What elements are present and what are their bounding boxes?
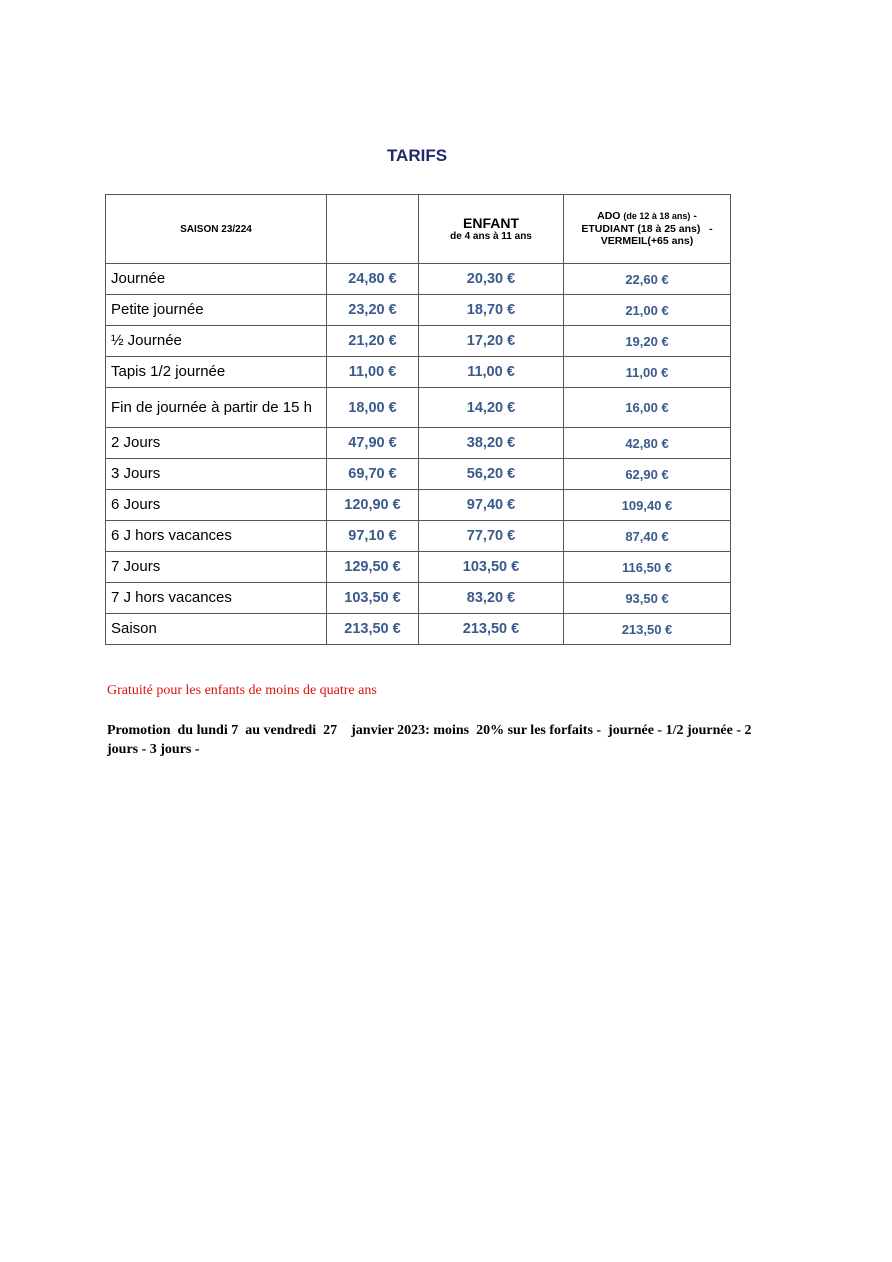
price-enfant: 56,20 € bbox=[419, 459, 564, 490]
price-ado: 93,50 € bbox=[564, 583, 731, 614]
price-adulte: 129,50 € bbox=[327, 552, 419, 583]
page-title: TARIFS bbox=[386, 146, 448, 165]
table-row bbox=[106, 583, 731, 614]
table-row bbox=[106, 521, 731, 552]
price-enfant: 17,20 € bbox=[419, 326, 564, 357]
price-ado: 22,60 € bbox=[564, 264, 731, 295]
row-label: Petite journée bbox=[106, 295, 327, 326]
price-ado: 11,00 € bbox=[564, 357, 731, 388]
free-entry-note: Gratuité pour les enfants de moins de quatre ans bbox=[107, 683, 377, 698]
price-adulte: 120,90 € bbox=[327, 490, 419, 521]
table-header-row bbox=[106, 195, 731, 264]
price-enfant: 14,20 € bbox=[419, 388, 564, 428]
table-row bbox=[106, 428, 731, 459]
price-enfant: 18,70 € bbox=[419, 295, 564, 326]
table-row bbox=[106, 295, 731, 326]
row-label: Journée bbox=[106, 264, 327, 295]
price-enfant: 20,30 € bbox=[419, 264, 564, 295]
table-row bbox=[106, 614, 731, 645]
header-ado-title: ADO bbox=[597, 210, 621, 223]
tarifs-table bbox=[105, 194, 731, 645]
promotion-text: Promotion du lundi 7 au vendredi 27 janvier 2023: moins 20% sur les forfaits - journée - 1/2 journée - 2 jours - 3 jours - bbox=[107, 723, 756, 757]
header-adulte bbox=[327, 195, 419, 264]
header-ado-line3: VERMEIL(+65 ans) bbox=[600, 235, 694, 248]
row-label: 6 J hors vacances bbox=[106, 521, 327, 552]
price-ado: 21,00 € bbox=[564, 295, 731, 326]
price-adulte: 21,20 € bbox=[327, 326, 419, 357]
table-row bbox=[106, 490, 731, 521]
price-adulte: 47,90 € bbox=[327, 428, 419, 459]
header-ado-dash: - bbox=[690, 210, 697, 223]
header-ado-line2: ETUDIANT (18 à 25 ans) - bbox=[581, 222, 713, 235]
row-label: 7 Jours bbox=[106, 552, 327, 583]
header-enfant-title: ENFANT bbox=[463, 215, 519, 232]
row-label: 7 J hors vacances bbox=[106, 583, 327, 614]
price-enfant: 213,50 € bbox=[419, 614, 564, 645]
price-adulte: 23,20 € bbox=[327, 295, 419, 326]
table-row bbox=[106, 357, 731, 388]
price-ado: 19,20 € bbox=[564, 326, 731, 357]
row-label: Tapis 1/2 journée bbox=[106, 357, 327, 388]
header-enfant bbox=[419, 195, 564, 264]
table-row bbox=[106, 264, 731, 295]
header-ado bbox=[564, 195, 731, 264]
price-adulte: 11,00 € bbox=[327, 357, 419, 388]
price-enfant: 83,20 € bbox=[419, 583, 564, 614]
price-ado: 16,00 € bbox=[564, 388, 731, 428]
price-ado: 62,90 € bbox=[564, 459, 731, 490]
price-enfant: 103,50 € bbox=[419, 552, 564, 583]
price-adulte: 18,00 € bbox=[327, 388, 419, 428]
table-row bbox=[106, 388, 731, 428]
row-label: 2 Jours bbox=[106, 428, 327, 459]
price-adulte: 69,70 € bbox=[327, 459, 419, 490]
price-adulte: 213,50 € bbox=[327, 614, 419, 645]
price-ado: 42,80 € bbox=[564, 428, 731, 459]
header-enfant-age: de 4 ans à 11 ans bbox=[450, 231, 532, 243]
price-enfant: 38,20 € bbox=[419, 428, 564, 459]
table-row bbox=[106, 552, 731, 583]
table-row bbox=[106, 326, 731, 357]
price-adulte: 97,10 € bbox=[327, 521, 419, 552]
row-label: Fin de journée à partir de 15 h bbox=[106, 388, 327, 428]
row-label: Saison bbox=[106, 614, 327, 645]
price-adulte: 24,80 € bbox=[327, 264, 419, 295]
header-ado-line1 bbox=[564, 210, 730, 223]
price-enfant: 11,00 € bbox=[419, 357, 564, 388]
row-label: ½ Journée bbox=[106, 326, 327, 357]
price-enfant: 97,40 € bbox=[419, 490, 564, 521]
price-enfant: 77,70 € bbox=[419, 521, 564, 552]
price-ado: 87,40 € bbox=[564, 521, 731, 552]
header-saison: SAISON 23/224 bbox=[106, 195, 327, 264]
row-label: 6 Jours bbox=[106, 490, 327, 521]
price-ado: 116,50 € bbox=[564, 552, 731, 583]
price-ado: 213,50 € bbox=[564, 614, 731, 645]
header-ado-age: (de 12 à 18 ans) bbox=[623, 211, 691, 222]
price-adulte: 103,50 € bbox=[327, 583, 419, 614]
table-row bbox=[106, 459, 731, 490]
price-ado: 109,40 € bbox=[564, 490, 731, 521]
row-label: 3 Jours bbox=[106, 459, 327, 490]
